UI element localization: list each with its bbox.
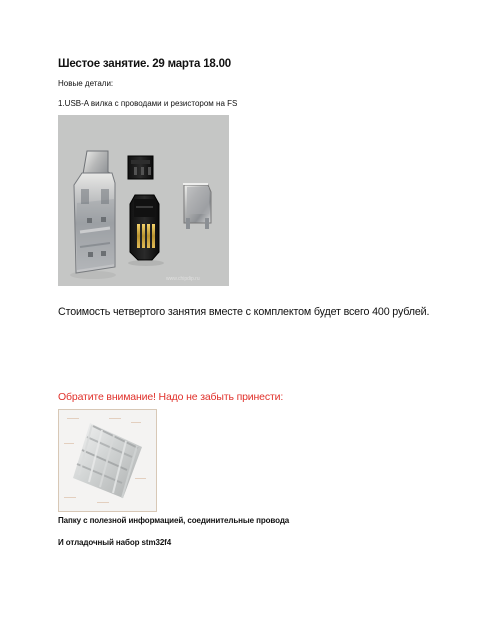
black-connector-with-gold-contacts xyxy=(130,195,159,260)
bundle-of-wires-photo xyxy=(58,409,157,512)
page-title: Шестое занятие. 29 марта 18.00 xyxy=(58,58,232,70)
usb-connector-illustration xyxy=(58,115,229,286)
cost-paragraph: Стоимость четвертого занятия вместе с комплектом будет всего 400 рублей. xyxy=(58,306,430,318)
right-metal-cover xyxy=(183,184,211,229)
attention-heading: Обратите внимание! Надо не забыть принести: xyxy=(58,391,284,403)
bring-item-2: И отладочный набор stm32f4 xyxy=(58,538,172,547)
wires-illustration xyxy=(59,410,156,511)
usb-photo-watermark: www.chipdip.ru xyxy=(166,276,200,282)
black-insert-top xyxy=(128,156,153,179)
item-1-text: 1.USB-A вилка с проводами и резистором на FS xyxy=(58,99,238,108)
usb-connector-parts-photo xyxy=(58,115,229,286)
new-parts-label: Новые детали: xyxy=(58,79,114,88)
bring-item-1: Папку с полезной информацией, соединительные провода xyxy=(58,516,290,525)
